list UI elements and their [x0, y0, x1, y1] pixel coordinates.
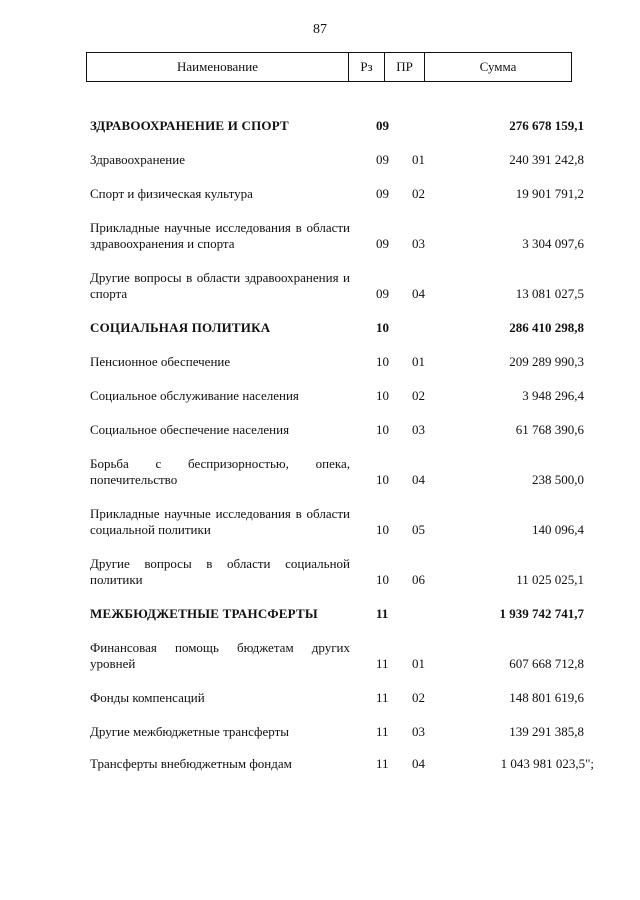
row-pr: 02 — [412, 690, 425, 705]
row-sum: 1 939 742 741,7 — [499, 606, 584, 621]
row-pr: 04 — [412, 756, 425, 771]
row-name: Финансовая помощь бюджетам других уровней — [90, 640, 350, 671]
row-rz: 09 — [376, 186, 389, 201]
row-sum: 19 901 791,2 — [515, 186, 584, 201]
row-rz: 09 — [376, 118, 389, 133]
row-rz: 11 — [376, 606, 389, 621]
table-row — [90, 220, 584, 252]
header-sum: Сумма — [479, 59, 517, 74]
row-name: Спорт и физическая культура — [90, 186, 253, 201]
table-row — [90, 422, 584, 438]
row-pr: 03 — [412, 422, 425, 437]
row-name: Борьба с беспризорностью, опека, попечительство — [90, 456, 350, 487]
row-sum: 1 043 981 023,5"; — [500, 756, 594, 771]
table-body — [90, 108, 594, 772]
row-name: Другие вопросы в области здравоохранения и спорта — [90, 270, 350, 301]
row-sum: 209 289 990,3 — [509, 354, 584, 369]
row-sum: 3 948 296,4 — [522, 388, 584, 403]
table-row — [90, 690, 584, 706]
header-rz: Рз — [349, 53, 385, 81]
row-name: СОЦИАЛЬНАЯ ПОЛИТИКА — [90, 320, 271, 335]
row-sum: 139 291 385,8 — [509, 724, 584, 739]
table-row — [90, 506, 584, 538]
row-name: МЕЖБЮДЖЕТНЫЕ ТРАНСФЕРТЫ — [90, 606, 318, 621]
header-name: Наименование — [87, 53, 349, 81]
row-name: Фонды компенсаций — [90, 690, 205, 705]
row-rz: 10 — [376, 472, 389, 487]
table-row — [90, 388, 584, 404]
row-sum: 140 096,4 — [532, 522, 584, 537]
row-rz: 10 — [376, 422, 389, 437]
row-rz: 10 — [376, 522, 389, 537]
row-pr: 01 — [412, 152, 425, 167]
row-sum: 238 500,0 — [532, 472, 584, 487]
row-rz: 11 — [376, 756, 389, 771]
row-sum: 13 081 027,5 — [515, 286, 584, 301]
row-pr: 04 — [412, 472, 425, 487]
row-pr: 01 — [412, 656, 425, 671]
row-sum: 11 025 025,1 — [516, 572, 584, 587]
table-row — [90, 186, 584, 202]
row-rz: 11 — [376, 656, 389, 671]
row-sum: 148 801 619,6 — [509, 690, 584, 705]
row-pr: 01 — [412, 354, 425, 369]
row-pr: 03 — [412, 236, 425, 251]
page-number: 87 — [313, 22, 327, 37]
row-name: Пенсионное обеспечение — [90, 354, 231, 369]
table-row — [90, 152, 584, 168]
table-row — [90, 556, 584, 588]
section-row — [90, 118, 584, 134]
row-pr: 03 — [412, 724, 425, 739]
row-sum: 240 391 242,8 — [509, 152, 584, 167]
row-rz: 10 — [376, 354, 389, 369]
table-row — [90, 354, 584, 370]
row-rz: 09 — [376, 286, 389, 301]
table-row — [90, 756, 594, 772]
row-name: Другие вопросы в области социальной политики — [90, 556, 350, 587]
row-name: Социальное обслуживание населения — [90, 388, 299, 403]
table-row — [90, 724, 584, 740]
row-name: ЗДРАВООХРАНЕНИЕ И СПОРТ — [90, 118, 289, 133]
table-header — [86, 52, 572, 82]
row-name: Трансферты внебюджетным фондам — [90, 756, 292, 771]
row-pr: 02 — [412, 186, 425, 201]
row-sum: 607 668 712,8 — [509, 656, 584, 671]
row-rz: 11 — [376, 690, 389, 705]
header-pr: ПР — [385, 53, 425, 81]
row-name: Социальное обеспечение населения — [90, 422, 290, 437]
row-pr: 05 — [412, 522, 425, 537]
section-row — [90, 606, 584, 622]
section-row — [90, 320, 584, 336]
row-name: Здравоохранение — [90, 152, 185, 167]
row-pr: 02 — [412, 388, 425, 403]
row-sum: 286 410 298,8 — [509, 320, 584, 335]
row-rz: 10 — [376, 320, 389, 335]
row-name: Прикладные научные исследования в области здравоохранения и спорта — [90, 220, 350, 251]
row-sum: 276 678 159,1 — [509, 118, 584, 133]
table-row — [90, 270, 584, 302]
row-sum: 3 304 097,6 — [522, 236, 584, 251]
row-name: Другие межбюджетные трансферты — [90, 724, 289, 739]
row-rz: 10 — [376, 572, 389, 587]
row-rz: 10 — [376, 388, 389, 403]
table-row — [90, 456, 584, 488]
table-row — [90, 640, 584, 672]
row-pr: 06 — [412, 572, 425, 587]
row-rz: 11 — [376, 724, 389, 739]
row-rz: 09 — [376, 152, 389, 167]
row-name: Прикладные научные исследования в области социальной политики — [90, 506, 350, 537]
row-pr: 04 — [412, 286, 425, 301]
row-sum: 61 768 390,6 — [515, 422, 584, 437]
row-rz: 09 — [376, 236, 389, 251]
